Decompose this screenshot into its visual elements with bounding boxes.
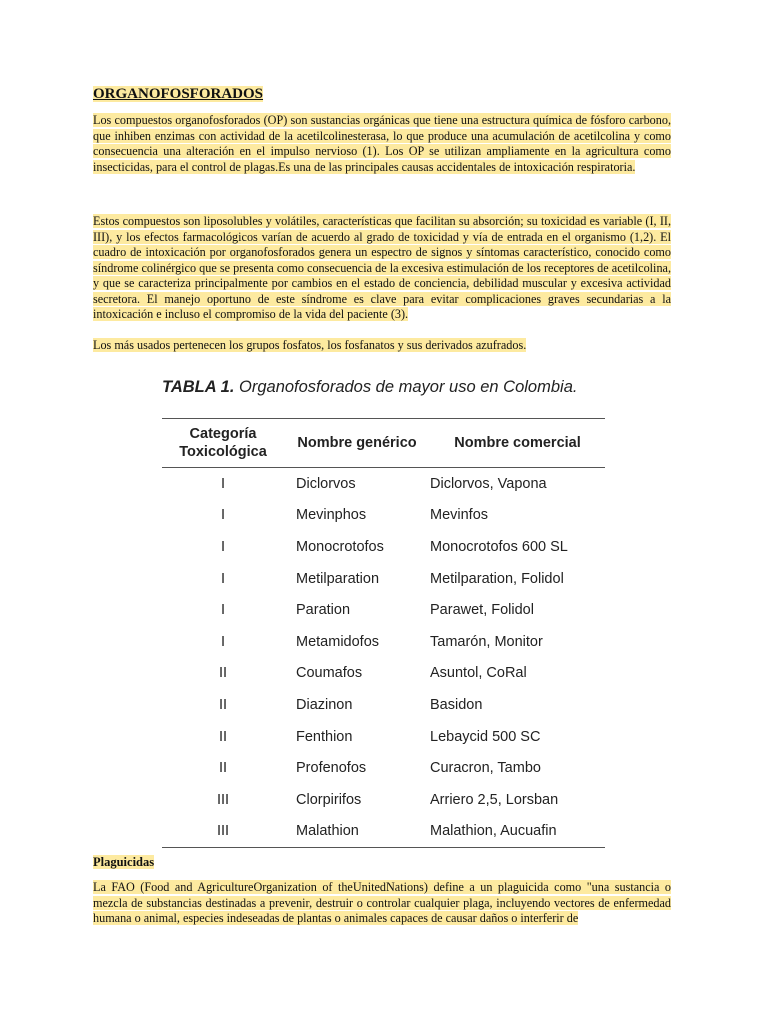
cell-generic: Fenthion: [296, 728, 353, 745]
table-row: [162, 531, 605, 563]
cell-category: II: [218, 696, 228, 713]
fao-definition-paragraph: La FAO (Food and AgricultureOrganization of theUnitedNations) define a un plaguicida como "una sustancia o mezcla de substancias destinadas a prevenir, destruir o controlar cualquier plaga, incluyendo vectores de enfermedad humana o animal, especies indeseadas de plantas o animales capaces de causar daños o interferir de: [93, 880, 671, 925]
cell-category: I: [220, 538, 226, 555]
cell-commercial: Parawet, Folidol: [430, 602, 534, 619]
pesticides-subheading: Plaguicidas: [93, 855, 155, 869]
cell-generic: Metilparation: [296, 570, 380, 587]
table-row: [162, 784, 605, 816]
cell-category: II: [218, 728, 228, 745]
table-row: [162, 594, 605, 626]
cell-generic: Profenofos: [296, 760, 367, 777]
table-row: [162, 752, 605, 784]
groups-paragraph: Los más usados pertenecen los grupos fosfatos, los fosfanatos y sus derivados azufrados.: [93, 338, 527, 352]
cell-generic: Mevinphos: [296, 507, 367, 524]
cell-commercial: Diclorvos, Vapona: [430, 475, 547, 492]
cell-category: II: [218, 760, 228, 777]
document-title: ORGANOFOSFORADOS: [93, 86, 264, 102]
table-caption-text: Organofosforados de mayor uso en Colombia.: [239, 378, 578, 396]
cell-commercial: Curacron, Tambo: [430, 760, 541, 777]
table-row: [162, 563, 605, 595]
cell-commercial: Metilparation, Folidol: [430, 570, 564, 587]
cell-commercial: Lebaycid 500 SC: [430, 728, 541, 745]
table-row: [162, 816, 605, 848]
cell-generic: Malathion: [296, 823, 359, 840]
cell-category: I: [220, 602, 226, 619]
cell-generic: Clorpirifos: [296, 791, 362, 808]
cell-commercial: Malathion, Aucuafin: [430, 823, 557, 840]
cell-category: I: [220, 507, 226, 524]
cell-category: III: [216, 791, 230, 808]
table-caption: [162, 378, 577, 397]
table-row: [162, 468, 605, 500]
cell-generic: Diazinon: [296, 696, 353, 713]
table-row: [162, 721, 605, 753]
table-label: TABLA 1.: [162, 378, 235, 396]
cell-generic: Paration: [296, 602, 351, 619]
table-row: [162, 626, 605, 658]
cell-commercial: Monocrotofos 600 SL: [430, 538, 568, 555]
header-category: Categoría Toxicológica: [162, 419, 284, 468]
table-row: [162, 658, 605, 690]
toxicity-paragraph: Estos compuestos son liposolubles y volátiles, características que facilitan su absorción; su toxicidad es variable (I, II, III), y los efectos farmacológicos varían de acuerdo al grado de toxicidad y vía de entrada en el organismo (1,2). El cuadro de intoxicación por organofosforados genera un espectro de signos y síntomas característico, conocido como síndrome colinérgico que se presenta como consecuencia de la excesiva estimulación de los receptores de acetilcolina, y que se caracteriza principalmente por cambios en el estado de conciencia, debilidad muscular y excesiva actividad secretora. El manejo oportuno de este síndrome es clave para evitar complicaciones graves secundarias a la intoxicación e incluso el compromiso de la vida del paciente (3).: [93, 214, 671, 321]
cell-commercial: Tamarón, Monitor: [430, 633, 543, 650]
table-row: [162, 500, 605, 532]
cell-commercial: Asuntol, CoRal: [430, 665, 527, 682]
cell-generic: Diclorvos: [296, 475, 356, 492]
cell-category: I: [220, 475, 226, 492]
cell-category: I: [220, 633, 226, 650]
cell-generic: Metamidofos: [296, 633, 380, 650]
header-commercial-name: Nombre comercial: [430, 419, 605, 468]
cell-commercial: Mevinfos: [430, 507, 489, 524]
cell-category: I: [220, 570, 226, 587]
intro-paragraph: Los compuestos organofosforados (OP) son sustancias orgánicas que tiene una estructura química de fósforo carbono, que inhiben enzimas con actividad de la acetilcolinesterasa, lo que produce una acumulación de acetilcolina y como consecuencia una alteración en el impulso nervioso (1). Los OP se utilizan ampliamente en la agricultura como insecticidas, para el control de plagas.Es una de las principales causas accidentales de intoxicación respiratoria.: [93, 113, 671, 174]
table-row: [162, 689, 605, 721]
table-header-row: [162, 419, 605, 468]
cell-commercial: Arriero 2,5, Lorsban: [430, 791, 559, 808]
cell-generic: Monocrotofos: [296, 538, 384, 555]
cell-commercial: Basidon: [430, 696, 483, 713]
header-generic-name: Nombre genérico: [284, 419, 430, 468]
cell-category: II: [218, 665, 228, 682]
cell-generic: Coumafos: [296, 665, 363, 682]
organophosphates-table: [162, 418, 605, 848]
cell-category: III: [216, 823, 230, 840]
